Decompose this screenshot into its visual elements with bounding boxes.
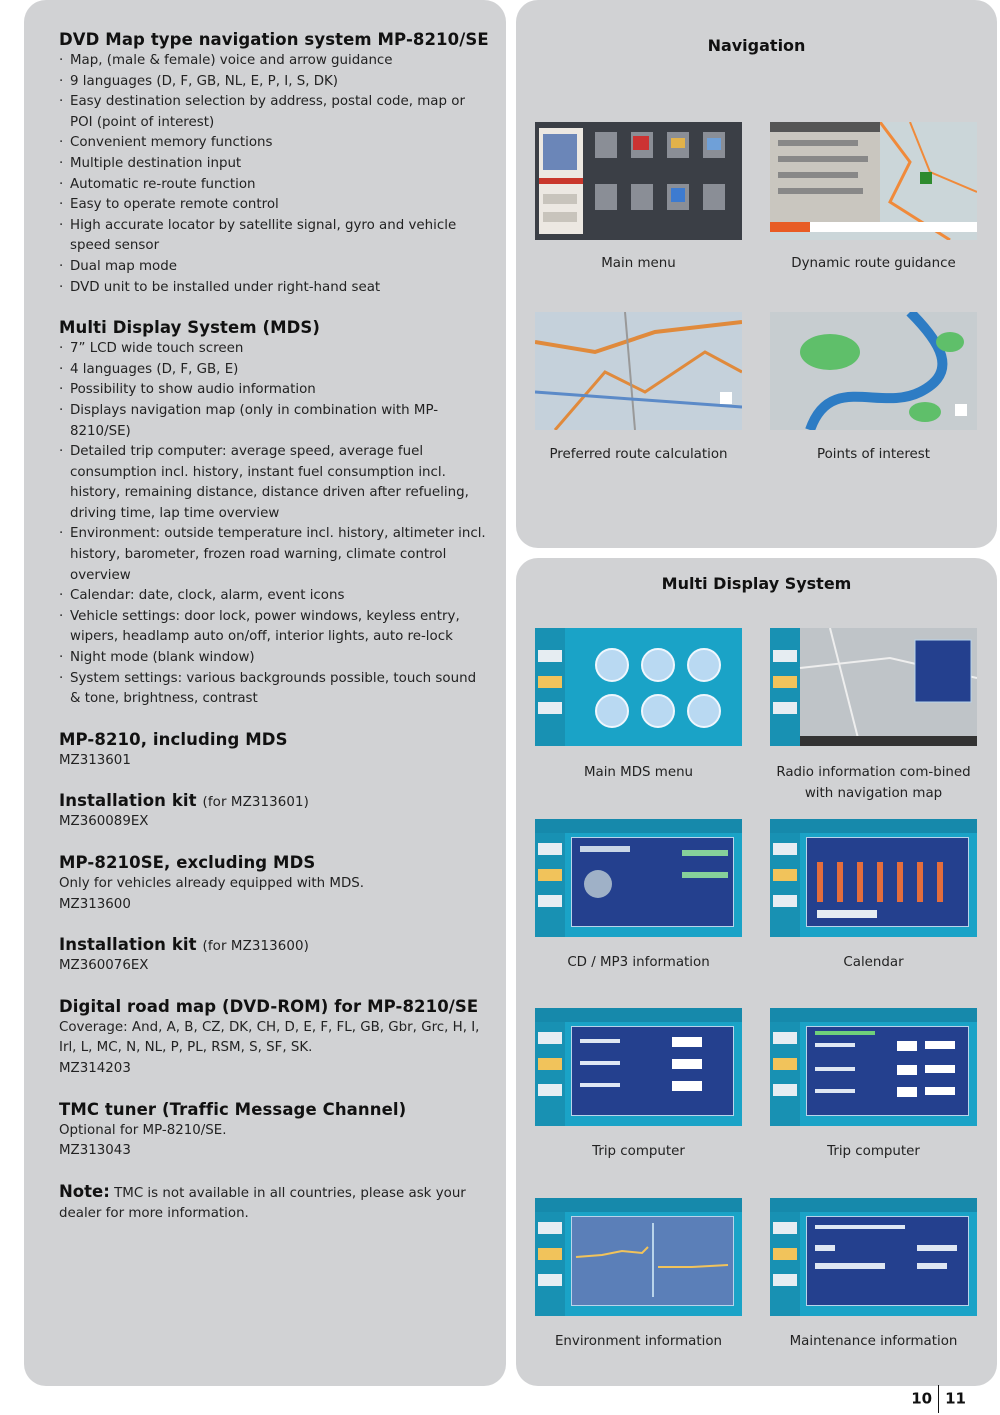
- dynamic-route-screenshot: [770, 122, 977, 240]
- menu-icon: [687, 694, 721, 728]
- list-item: · System settings: various backgrounds possible, touch sound & tone, brightness, contrast: [59, 669, 489, 710]
- page-divider: [938, 1385, 939, 1413]
- mds-panel-title: Multi Display System: [661, 574, 852, 593]
- list-item: · Dual map mode: [59, 257, 489, 278]
- caption-trip-computer-2: Trip computer: [827, 1144, 920, 1159]
- menu-icon: [595, 694, 629, 728]
- list-item: · 7” LCD wide touch screen: [59, 339, 489, 360]
- points-of-interest-screenshot: [770, 312, 977, 430]
- tmc-section: [59, 1100, 489, 1162]
- mds-content-window: [571, 1026, 734, 1116]
- mds-side-button: [773, 1274, 797, 1286]
- caption-radio-map: Radio information com-bined with navigation map: [776, 765, 971, 801]
- trip-computer-image: [572, 1027, 732, 1113]
- note-label: Note:: [59, 1181, 110, 1201]
- caption-main-menu: Main menu: [601, 256, 676, 271]
- mds-sidebar: [770, 1022, 800, 1126]
- menu-icon: [687, 648, 721, 682]
- navigation-title: Navigation: [707, 36, 806, 55]
- radio-map-image: [770, 628, 977, 746]
- mds-sidebar: [535, 628, 565, 746]
- list-item: · Displays navigation map (only in combination with MP-8210/SE): [59, 401, 489, 442]
- mds-sidebar: [535, 833, 565, 937]
- cd-player-image: [572, 838, 732, 924]
- mds-section: [59, 318, 489, 710]
- mds-side-button: [538, 1248, 562, 1260]
- mds-side-button: [773, 1222, 797, 1234]
- tmc-title: TMC tuner (Traffic Message Channel): [59, 1099, 407, 1119]
- page-numbers: [911, 1385, 966, 1413]
- caption-cd-mp3: CD / MP3 information: [567, 955, 710, 970]
- maintenance-screenshot: [770, 1198, 977, 1316]
- note-text: TMC is not available in all countries, please ask your dealer for more information.: [59, 1185, 466, 1222]
- part-number: MZ314203: [59, 1060, 131, 1076]
- mds-side-button: [538, 1274, 562, 1286]
- mds-side-button: [538, 869, 562, 881]
- dvd-title: DVD Map type navigation system MP-8210/SE: [59, 30, 489, 49]
- mds-top-bar: [770, 1008, 977, 1022]
- list-item: · Environment: outside temperature incl. history, altimeter incl. history, barometer, frozen road warning, climate control overview: [59, 524, 489, 586]
- preferred-route-image: [535, 312, 742, 430]
- mds-sidebar: [770, 833, 800, 937]
- caption-dynamic-route: Dynamic route guidance: [791, 256, 956, 271]
- mp8210-title: MP-8210, including MDS: [59, 729, 288, 749]
- part-number: MZ360089EX: [59, 814, 149, 830]
- page-number-left: 10: [911, 1389, 933, 1408]
- mds-side-button: [538, 1032, 562, 1044]
- list-item: · Night mode (blank window): [59, 648, 489, 669]
- list-item: · Easy destination selection by address, postal code, map or POI (point of interest): [59, 92, 489, 133]
- kit1-section: [59, 791, 489, 833]
- caption-trip-computer-1: Trip computer: [592, 1144, 685, 1159]
- kit2-heading: [59, 935, 489, 954]
- kit2-section: [59, 935, 489, 977]
- mp8210se-section: [59, 853, 489, 915]
- mds-top-bar: [535, 1198, 742, 1212]
- navigation-panel: [516, 0, 997, 548]
- roadmap-section: [59, 997, 489, 1080]
- list-item: · Automatic re-route function: [59, 175, 489, 196]
- mds-side-button: [773, 1084, 797, 1096]
- kit2-title: Installation kit: [59, 935, 197, 955]
- main-menu-screenshot: [535, 122, 742, 240]
- caption-preferred-route: Preferred route calculation: [549, 447, 728, 462]
- menu-icon: [641, 648, 675, 682]
- mds-top-bar: [535, 819, 742, 833]
- mds-side-button: [773, 1248, 797, 1260]
- trip-computer-2-screenshot: [770, 1008, 977, 1126]
- mds-side-button: [773, 1058, 797, 1070]
- caption-points-of-interest: Points of interest: [816, 447, 931, 462]
- cd-mp3-screenshot: [535, 819, 742, 937]
- kit1-title: Installation kit: [59, 791, 197, 811]
- mds-side-button: [773, 1032, 797, 1044]
- mds-sidebar: [770, 1212, 800, 1316]
- menu-icon: [595, 648, 629, 682]
- trip-computer-1-screenshot: [535, 1008, 742, 1126]
- kit1-heading: [59, 791, 489, 810]
- roadmap-desc: Coverage: And, A, B, CZ, DK, CH, D, E, F, FL, GB, Gbr, Grc, H, I, Irl, L, MC, N, NL, P, PL, RSM, S, SF, SK.: [59, 1019, 480, 1056]
- mds-side-button: [773, 843, 797, 855]
- mds-top-bar: [535, 1008, 742, 1022]
- mds-sidebar: [535, 1022, 565, 1126]
- mds-content-window: [571, 1216, 734, 1306]
- main-mds-menu-screenshot: [535, 628, 742, 746]
- spec-panel: [24, 0, 506, 1386]
- list-item: · Possibility to show audio information: [59, 380, 489, 401]
- mds-side-button: [538, 1084, 562, 1096]
- list-item: · Multiple destination input: [59, 154, 489, 175]
- page-number-right: 11: [945, 1389, 966, 1408]
- calendar-image: [807, 838, 967, 924]
- mds-content-window: [806, 837, 969, 927]
- mp8210-section: [59, 730, 489, 772]
- list-item: · DVD unit to be installed under right-hand seat: [59, 278, 489, 299]
- mds-side-button: [538, 843, 562, 855]
- caption-maintenance: Maintenance information: [789, 1334, 958, 1349]
- roadmap-title: Digital road map (DVD-ROM) for MP-8210/SE: [59, 996, 479, 1016]
- part-number: MZ313601: [59, 752, 131, 768]
- mds-feature-list: [59, 339, 489, 710]
- list-item: · Vehicle settings: door lock, power windows, keyless entry, wipers, headlamp auto on/off, interior lights, auto re-lock: [59, 607, 489, 648]
- mds-top-bar: [770, 1198, 977, 1212]
- calendar-screenshot: [770, 819, 977, 937]
- list-item: · Easy to operate remote control: [59, 195, 489, 216]
- part-number: MZ360076EX: [59, 958, 149, 974]
- kit1-note: (for MZ313601): [202, 795, 309, 811]
- mds-side-button: [538, 650, 562, 662]
- caption-calendar: Calendar: [843, 955, 904, 970]
- mds-title: Multi Display System (MDS): [59, 318, 321, 338]
- mds-side-button: [538, 1222, 562, 1234]
- mds-side-button: [538, 895, 562, 907]
- note-text-block: [59, 1182, 489, 1225]
- mds-content-window: [571, 837, 734, 927]
- environment-screenshot: [535, 1198, 742, 1316]
- list-item: · Detailed trip computer: average speed, average fuel consumption incl. history, instant fuel consumption incl. history, remaining distance, distance driven after refueling, driving time, lap time overview: [59, 442, 489, 524]
- dvd-feature-list: [59, 51, 489, 298]
- part-number: MZ313043: [59, 1143, 131, 1159]
- spec-content: [59, 30, 489, 1245]
- list-item: · Convenient memory functions: [59, 133, 489, 154]
- list-item: · High accurate locator by satellite signal, gyro and vehicle speed sensor: [59, 216, 489, 257]
- mds-content-window: [806, 1026, 969, 1116]
- mds-sidebar: [535, 1212, 565, 1316]
- trip-computer-image: [807, 1027, 967, 1113]
- mds-content-window: [806, 1216, 969, 1306]
- caption-environment: Environment information: [554, 1334, 723, 1349]
- caption-main-mds-menu: Main MDS menu: [583, 765, 694, 780]
- menu-icon: [641, 694, 675, 728]
- preferred-route-screenshot: [535, 312, 742, 430]
- dynamic-route-image: [770, 122, 977, 240]
- mds-side-button: [773, 869, 797, 881]
- kit2-note: (for MZ313600): [202, 939, 309, 955]
- mds-side-button: [538, 676, 562, 688]
- main-menu-image: [535, 122, 742, 240]
- maintenance-image: [807, 1217, 967, 1303]
- mp8210se-title: MP-8210SE, excluding MDS: [59, 853, 316, 872]
- mp8210se-desc: Only for vehicles already equipped with MDS.: [59, 876, 365, 891]
- tmc-desc: Optional for MP-8210/SE.: [59, 1122, 227, 1138]
- note-section: [59, 1182, 489, 1225]
- environment-image: [572, 1217, 732, 1303]
- dvd-section: [59, 30, 489, 298]
- mds-top-bar: [770, 819, 977, 833]
- mds-side-button: [538, 702, 562, 714]
- list-item: · 9 languages (D, F, GB, NL, E, P, I, S, DK): [59, 72, 489, 93]
- mds-panel: [516, 558, 997, 1386]
- list-item: · Map, (male & female) voice and arrow guidance: [59, 51, 489, 72]
- radio-map-screenshot: [770, 628, 977, 746]
- list-item: · 4 languages (D, F, GB, E): [59, 360, 489, 381]
- mds-side-button: [538, 1058, 562, 1070]
- list-item: · Calendar: date, clock, alarm, event icons: [59, 586, 489, 607]
- points-of-interest-image: [770, 312, 977, 430]
- mds-side-button: [773, 895, 797, 907]
- part-number: MZ313600: [59, 896, 131, 912]
